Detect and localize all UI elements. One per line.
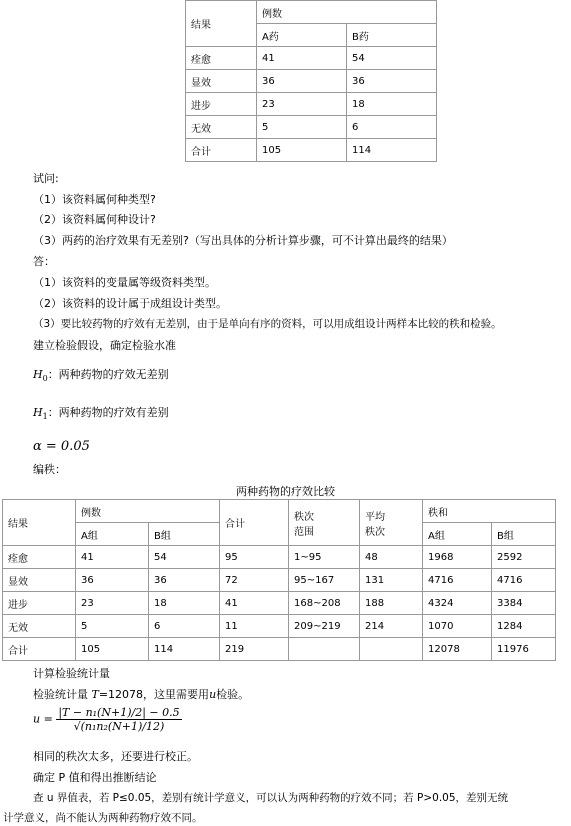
cell-a: 23 [76, 592, 149, 615]
cell-rank-sum-a: 1968 [423, 546, 492, 569]
answer-3: （3）要比较药物的疗效有无差别，由于是单向有序的资料，可以用成组设计两样本比较的秩和检验。 [33, 318, 502, 330]
u-symbol: u [209, 688, 217, 701]
answers-intro: 答： [33, 255, 55, 268]
row-label: 合计 [186, 139, 257, 162]
header-avg-rank-2: 秩次 [365, 526, 385, 538]
cell-b: 114 [149, 638, 220, 661]
cell-a: 5 [76, 615, 149, 638]
cell-a: 36 [257, 70, 347, 93]
table-row [186, 70, 437, 93]
cell-rank-sum-b: 11976 [492, 638, 556, 661]
cell-total: 72 [220, 569, 289, 592]
tie-note: 相同的秩次太多，还要进行校正。 [33, 750, 198, 763]
table-row [3, 615, 556, 638]
cell-rank-sum-a: 4324 [423, 592, 492, 615]
table-row [3, 546, 556, 569]
row-label: 无效 [3, 615, 76, 638]
header-rank-range-2: 范围 [294, 526, 314, 538]
questions-intro: 试问: [33, 172, 59, 185]
header-cases: 例数 [76, 500, 220, 523]
cell-a: 105 [257, 139, 347, 162]
cell-avg [360, 638, 423, 661]
h0-symbol: $H_0$ [33, 368, 48, 383]
header-result: 结果 [186, 1, 257, 47]
cell-b: 54 [149, 546, 220, 569]
cell-range: 168~208 [289, 592, 360, 615]
h1-line [33, 404, 169, 421]
row-label: 进步 [3, 592, 76, 615]
header-total: 合计 [220, 500, 289, 546]
header-avg-rank-1: 平均 [365, 511, 385, 523]
h0-text: ：两种药物的疗效无差别 [47, 368, 169, 381]
header-a-group: A组 [76, 523, 149, 546]
cell-rank-sum-a: 1070 [423, 615, 492, 638]
header-rank-range [289, 500, 360, 546]
table2-caption: 两种药物的疗效比较 [236, 485, 335, 498]
cell-b: 54 [347, 47, 437, 70]
row-label: 显效 [3, 569, 76, 592]
table-drug-results [185, 0, 437, 162]
h1-symbol: $H_1$ [33, 406, 48, 421]
rank-label: 编秩： [33, 463, 66, 476]
cell-range [289, 638, 360, 661]
cell-a: 41 [257, 47, 347, 70]
cell-a: 36 [76, 569, 149, 592]
row-label: 痊愈 [3, 546, 76, 569]
cell-b: 114 [347, 139, 437, 162]
header-rs-a: A组 [423, 523, 492, 546]
cell-total: 219 [220, 638, 289, 661]
cell-rank-sum-a: 12078 [423, 638, 492, 661]
cell-a: 41 [76, 546, 149, 569]
header-drug-b: B药 [347, 24, 437, 47]
calc-title: 计算检验统计量 [33, 667, 110, 680]
question-1: （1）该资料属何种类型? [33, 193, 156, 206]
cell-total: 41 [220, 592, 289, 615]
row-label: 显效 [186, 70, 257, 93]
cell-b: 6 [347, 116, 437, 139]
h1-text: ：两种药物的疗效有差别 [47, 406, 169, 419]
cell-a: 5 [257, 116, 347, 139]
cell-avg: 48 [360, 546, 423, 569]
conclusion-line-1: 查 u 界值表，若 P≤0.05，差别有统计学意义，可以认为两种药物的疗效不同；若 P>0.05，差别无统 [33, 792, 509, 804]
cell-range: 209~219 [289, 615, 360, 638]
cell-b: 36 [347, 70, 437, 93]
answer-1: （1）该资料的变量属等级资料类型。 [33, 276, 216, 289]
stat-line [33, 686, 249, 702]
table-row [3, 592, 556, 615]
p-title: 确定 P 值和得出推断结论 [33, 771, 157, 784]
conclusion-line-2: 计学意义，尚不能认为两种药物疗效不同。 [3, 812, 203, 824]
table-row [3, 638, 556, 661]
hypothesis-line: 建立检验假设，确定检验水准 [33, 339, 176, 352]
row-label: 无效 [186, 116, 257, 139]
table-row [3, 569, 556, 592]
cell-a: 105 [76, 638, 149, 661]
cell-rank-sum-b: 3384 [492, 592, 556, 615]
table-row [186, 116, 437, 139]
cell-range: 95~167 [289, 569, 360, 592]
formula-denominator: √(n₁n₂(N+1)/12) [73, 720, 165, 733]
u-formula [33, 706, 182, 733]
answer-2: （2）该资料的设计属于成组设计类型。 [33, 297, 227, 310]
cell-rank-sum-b: 4716 [492, 569, 556, 592]
header-drug-a: A药 [257, 24, 347, 47]
cell-total: 95 [220, 546, 289, 569]
table-row [186, 47, 437, 70]
cell-avg: 188 [360, 592, 423, 615]
t-symbol: T [88, 688, 99, 701]
header-rs-b: B组 [492, 523, 556, 546]
alpha-line: α = 0.05 [33, 439, 90, 454]
cell-total: 11 [220, 615, 289, 638]
header-avg-rank [360, 500, 423, 546]
formula-fraction [56, 706, 181, 733]
header-result: 结果 [3, 500, 76, 546]
cell-avg: 214 [360, 615, 423, 638]
cell-rank-sum-a: 4716 [423, 569, 492, 592]
stat-suffix: 检验。 [216, 688, 250, 701]
cell-b: 18 [149, 592, 220, 615]
cell-b: 36 [149, 569, 220, 592]
row-label: 痊愈 [186, 47, 257, 70]
question-2: （2）该资料属何种设计? [33, 213, 156, 226]
table-row [186, 93, 437, 116]
stat-value: =12078，这里需要用 [98, 688, 210, 701]
header-rank-sum: 秩和 [423, 500, 556, 523]
cell-range: 1~95 [289, 546, 360, 569]
cell-rank-sum-b: 1284 [492, 615, 556, 638]
cell-rank-sum-b: 2592 [492, 546, 556, 569]
cell-b: 18 [347, 93, 437, 116]
header-cases: 例数 [257, 1, 437, 24]
header-b-group: B组 [149, 523, 220, 546]
h0-line [33, 366, 169, 383]
stat-prefix: 检验统计量 [33, 688, 88, 701]
cell-avg: 131 [360, 569, 423, 592]
formula-numerator: |T − n₁(N+1)/2| − 0.5 [58, 706, 180, 719]
cell-a: 23 [257, 93, 347, 116]
question-3: （3）两药的治疗效果有无差别?（写出具体的分析计算步骤，可不计算出最终的结果） [33, 234, 453, 247]
table-rank-comparison [2, 499, 556, 661]
row-label: 合计 [3, 638, 76, 661]
cell-b: 6 [149, 615, 220, 638]
table-row [186, 139, 437, 162]
formula-lhs: u = [33, 712, 53, 726]
header-rank-range-1: 秩次 [294, 511, 314, 523]
row-label: 进步 [186, 93, 257, 116]
